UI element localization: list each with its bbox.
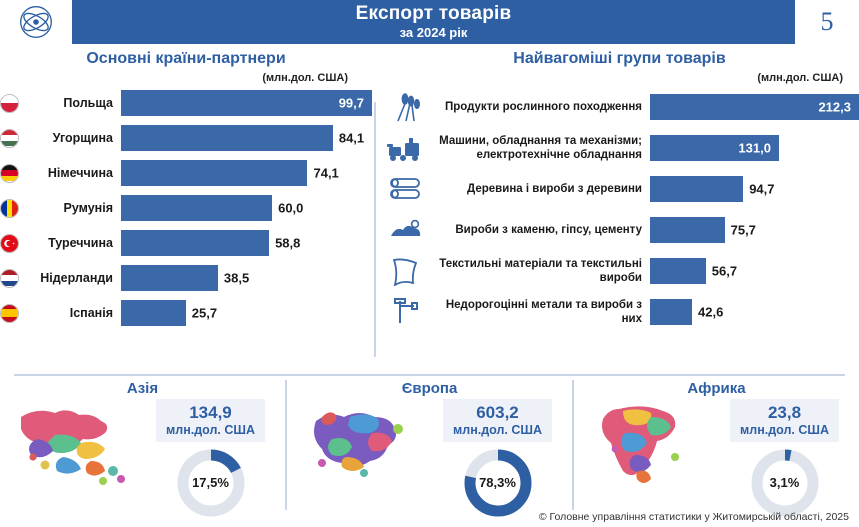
- bar-track: [121, 160, 372, 186]
- country-label: Румунія: [63, 201, 113, 215]
- countries-bar-chart: [0, 88, 372, 328]
- bar-value: 58,8: [275, 235, 301, 251]
- bar-track: [650, 299, 859, 325]
- table-row: [380, 170, 859, 208]
- bar-track: [650, 176, 859, 202]
- goods-label: Вироби з каменю, гіпсу, цементу: [455, 223, 642, 236]
- netherlands-flag: [0, 269, 19, 288]
- table-row: [380, 211, 859, 249]
- asia-map: [15, 399, 145, 494]
- region-value: 134,9: [189, 403, 232, 422]
- goods-label: Машини, обладнання та механізми; електротехнічне обладнання: [439, 134, 642, 161]
- bar: [650, 299, 692, 325]
- region-title: Африка: [687, 380, 746, 397]
- table-row: [380, 252, 859, 290]
- region-share: 3,1%: [769, 475, 800, 491]
- bar-track: [650, 217, 859, 243]
- table-row: [0, 123, 372, 153]
- hungary-flag: [0, 129, 19, 148]
- bar-value: 94,7: [749, 181, 775, 197]
- regions-row: [0, 380, 859, 510]
- stone-icon: [380, 211, 432, 249]
- region-share: 17,5%: [192, 475, 229, 491]
- goods-units: (млн.дол. США): [757, 72, 843, 84]
- region-europe: [285, 380, 572, 510]
- table-row: [380, 129, 859, 167]
- goods-label: Продукти рослинного походження: [444, 100, 642, 113]
- goods-label: Недорогоцінні метали та вироби з них: [445, 298, 642, 325]
- turkey-flag: [0, 234, 19, 253]
- region-value-box: [156, 399, 265, 442]
- page-title: Експорт товарів: [355, 3, 512, 25]
- bar-track: [650, 94, 859, 120]
- region-title: Європа: [401, 380, 458, 397]
- bar-track: [121, 125, 372, 151]
- bar-value: 99,7: [338, 95, 364, 111]
- bar-value: 131,0: [738, 140, 771, 156]
- goods-section-title: Найвагоміші групи товарів: [513, 50, 726, 67]
- region-title: Азія: [126, 380, 159, 397]
- bar-value: 38,5: [223, 270, 250, 286]
- table-row: [0, 88, 372, 118]
- table-row: [380, 293, 859, 331]
- bar-value: 84,1: [338, 130, 365, 146]
- table-row: [0, 263, 372, 293]
- section-divider: [14, 374, 845, 376]
- table-row: [380, 88, 859, 126]
- goods-label: Текстильні матеріали та текстильні вироби: [439, 257, 642, 284]
- bar-value: 74,1: [313, 165, 339, 181]
- countries-panel: [0, 50, 372, 368]
- bar: [121, 195, 272, 221]
- goods-panel: [380, 50, 859, 368]
- bar: [650, 176, 743, 202]
- bar-value: 75,7: [730, 222, 756, 238]
- table-row: [0, 193, 372, 223]
- bar-track: [650, 135, 859, 161]
- metal-pipe-icon: [380, 293, 432, 331]
- countries-units: (млн.дол. США): [262, 72, 348, 84]
- country-label: Туреччина: [48, 236, 113, 250]
- region-unit: млн.дол. США: [453, 422, 542, 437]
- region-unit: млн.дол. США: [740, 422, 829, 437]
- machine-icon: [380, 129, 432, 167]
- region-share: 78,3%: [479, 475, 516, 491]
- country-label: Німеччина: [47, 166, 113, 180]
- region-value: 603,2: [476, 403, 519, 422]
- region-value-box: [730, 399, 839, 442]
- region-value-box: [443, 399, 552, 442]
- poland-flag: [0, 94, 19, 113]
- bar-value: 56,7: [711, 263, 738, 279]
- bar-track: [121, 230, 372, 256]
- europe-map: [302, 399, 432, 494]
- bar-track: [121, 265, 372, 291]
- page-header: [0, 0, 859, 44]
- footer-copyright: © Головне управління статистики у Житомирській області, 2025: [538, 511, 849, 523]
- bar-value: 60,0: [278, 200, 304, 216]
- panel-divider: [374, 102, 376, 357]
- content-area: [0, 44, 859, 523]
- bar-value: 25,7: [191, 305, 218, 321]
- bar: [121, 125, 333, 151]
- atom-icon: [19, 5, 53, 39]
- table-row: [0, 298, 372, 328]
- wheat-icon: [380, 88, 432, 126]
- bar-track: [121, 300, 372, 326]
- logs-icon: [380, 170, 432, 208]
- region-africa: [572, 380, 859, 510]
- table-row: [0, 158, 372, 188]
- region-value: 23,8: [767, 403, 802, 422]
- romania-flag: [0, 199, 19, 218]
- country-label: Іспанія: [69, 306, 113, 320]
- bar-value: 212,3: [818, 99, 851, 115]
- region-unit: млн.дол. США: [166, 422, 255, 437]
- bar-track: [121, 90, 372, 116]
- bar: [121, 300, 186, 326]
- bar: [121, 230, 269, 256]
- bar: [121, 265, 218, 291]
- table-row: [0, 228, 372, 258]
- germany-flag: [0, 164, 19, 183]
- page-number: 5: [795, 0, 859, 44]
- goods-label: Деревина і вироби з деревини: [467, 182, 642, 195]
- textile-icon: [380, 252, 432, 290]
- bar: [650, 258, 706, 284]
- country-label: Нідерланди: [40, 271, 113, 285]
- goods-bar-chart: [380, 88, 859, 331]
- bar: [121, 160, 307, 186]
- bar-track: [121, 195, 372, 221]
- africa-map: [589, 399, 719, 494]
- page-subtitle: за 2024 рік: [399, 25, 468, 41]
- header-titles: [72, 4, 795, 40]
- countries-section-title: Основні країни-партнери: [86, 50, 286, 67]
- bar-track: [650, 258, 859, 284]
- region-asia: [0, 380, 285, 510]
- logo-container: [0, 0, 72, 44]
- regions-section: [0, 374, 859, 527]
- bar: [650, 217, 725, 243]
- country-label: Польща: [63, 96, 113, 110]
- spain-flag: [0, 304, 19, 323]
- bar: [121, 90, 372, 116]
- country-label: Угорщина: [52, 131, 113, 145]
- bar-value: 42,6: [698, 304, 724, 320]
